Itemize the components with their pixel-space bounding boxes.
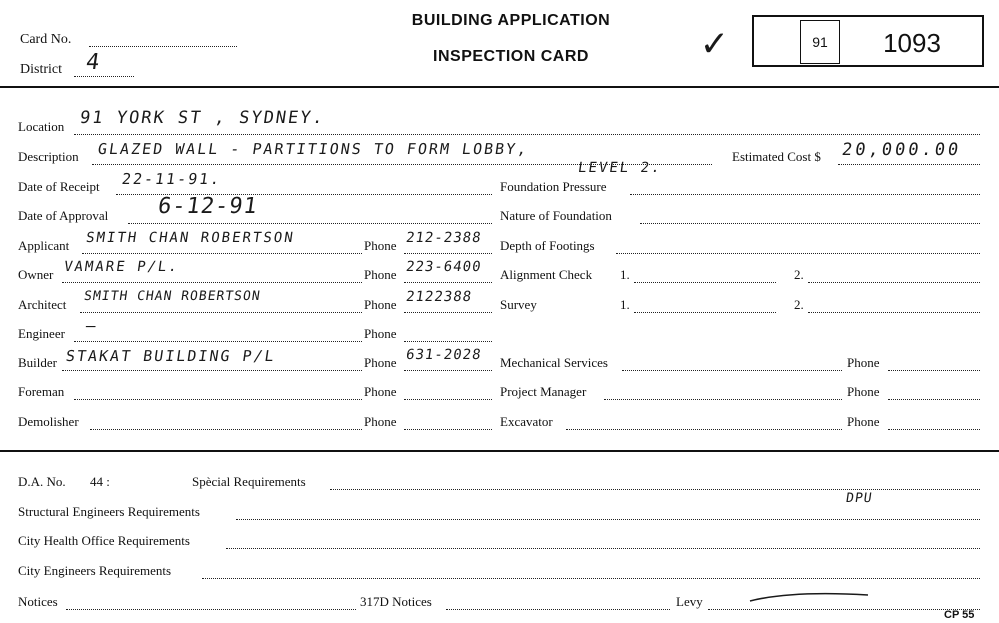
engineer-phone-line[interactable]	[404, 341, 492, 342]
form-title: BUILDING APPLICATION	[411, 12, 611, 29]
owner-label: Owner	[18, 267, 54, 282]
mechanical-services-phone-line[interactable]	[888, 370, 980, 371]
applicant-phone-line[interactable]	[404, 253, 492, 254]
demolisher-line[interactable]	[90, 429, 362, 430]
nature-of-foundation-label: Nature of Foundation	[500, 208, 612, 223]
survey-num1: 1.	[620, 297, 630, 312]
demolisher-label: Demolisher	[18, 414, 79, 429]
applicant-phone-value: 212-2388	[404, 230, 483, 246]
engineer-value: —	[84, 316, 99, 335]
architect-value: SMITH CHAN ROBERTSON	[82, 289, 262, 304]
da-no-label: D.A. No.	[18, 474, 66, 489]
alignment-check-num1: 1.	[620, 267, 630, 282]
architect-label: Architect	[18, 297, 67, 312]
architect-phone-line[interactable]	[404, 312, 492, 313]
estimated-cost-value: 20,000.00	[840, 140, 963, 160]
form-subtitle: INSPECTION CARD	[433, 48, 589, 65]
description-value: GLAZED WALL - PARTITIONS TO FORM LOBBY,	[96, 140, 530, 158]
description-label: Description	[18, 149, 79, 164]
city-health-line[interactable]	[226, 548, 980, 549]
structural-engineers-line[interactable]	[236, 519, 980, 520]
section-divider	[0, 450, 999, 452]
engineer-label: Engineer	[18, 326, 65, 341]
date-receipt-label: Date of Receipt	[18, 179, 100, 194]
project-manager-phone-label: Phone	[847, 384, 880, 399]
architect-phone-label: Phone	[364, 297, 397, 312]
excavator-label: Excavator	[500, 414, 553, 429]
depth-of-footings-line[interactable]	[616, 253, 980, 254]
builder-value: STAKAT BUILDING P/L	[64, 347, 277, 365]
notices-label: Notices	[18, 594, 58, 609]
reference-number: 1093	[883, 28, 941, 58]
mechanical-services-label: Mechanical Services	[500, 355, 608, 370]
owner-value: VAMARE P/L.	[62, 259, 180, 275]
mechanical-services-phone-label: Phone	[847, 355, 880, 370]
builder-phone-value: 631-2028	[404, 347, 483, 363]
project-manager-phone-line[interactable]	[888, 399, 980, 400]
applicant-line[interactable]	[82, 253, 362, 254]
builder-line[interactable]	[62, 370, 362, 371]
applicant-phone-label: Phone	[364, 238, 397, 253]
excavator-line[interactable]	[566, 429, 842, 430]
excavator-phone-label: Phone	[847, 414, 880, 429]
survey-line-2[interactable]	[808, 312, 980, 313]
city-engineers-label: City Engineers Requirements	[18, 563, 172, 578]
survey-label: Survey	[500, 297, 537, 312]
foundation-pressure-label: Foundation Pressure	[500, 179, 607, 194]
foreman-label: Foreman	[18, 384, 65, 399]
estimated-cost-label: Estimated Cost $	[732, 149, 821, 164]
engineer-phone-label: Phone	[364, 326, 397, 341]
date-approval-value: 6-12-91	[156, 194, 260, 219]
structural-engineers-label: Structural Engineers Requirements	[18, 504, 200, 519]
special-requirements-label: Spècial Requirements	[192, 474, 306, 489]
owner-line[interactable]	[62, 282, 362, 283]
structural-engineers-value: DPU	[844, 491, 874, 506]
engineer-line[interactable]	[74, 341, 362, 342]
levy-label: Levy	[676, 594, 703, 609]
location-value: 91 YORK ST , SYDNEY.	[78, 108, 327, 128]
applicant-label: Applicant	[18, 238, 70, 253]
district-label: District	[20, 62, 62, 77]
survey-line-1[interactable]	[634, 312, 776, 313]
architect-phone-value: 2122388	[404, 289, 474, 305]
da-no-value: 44 :	[90, 474, 110, 489]
alignment-check-label: Alignment Check	[500, 267, 593, 282]
card-no-label: Card No.	[20, 32, 72, 47]
location-label: Location	[18, 119, 65, 134]
notices-line[interactable]	[66, 609, 356, 610]
notices-317d-line[interactable]	[446, 609, 670, 610]
nature-of-foundation-line[interactable]	[640, 223, 980, 224]
notices-317d-label: 317D Notices	[360, 594, 432, 609]
city-engineers-line[interactable]	[202, 578, 980, 579]
levy-pen-stroke	[748, 590, 872, 604]
applicant-value: SMITH CHAN ROBERTSON	[84, 230, 296, 246]
architect-line[interactable]	[80, 312, 362, 313]
builder-phone-line[interactable]	[404, 370, 492, 371]
date-approval-line[interactable]	[128, 223, 492, 224]
levy-line[interactable]	[708, 609, 980, 610]
owner-phone-line[interactable]	[404, 282, 492, 283]
header-divider	[0, 86, 999, 88]
footer-code: CP 55	[944, 609, 975, 621]
reference-prefix: 91	[812, 34, 828, 50]
demolisher-phone-line[interactable]	[404, 429, 492, 430]
card-no-line[interactable]	[89, 46, 237, 47]
builder-label: Builder	[18, 355, 57, 370]
district-line[interactable]	[74, 76, 134, 77]
alignment-check-line-2[interactable]	[808, 282, 980, 283]
foreman-phone-label: Phone	[364, 384, 397, 399]
check-mark: ✓	[702, 20, 727, 66]
project-manager-label: Project Manager	[500, 384, 587, 399]
district-value: 4	[84, 50, 104, 75]
owner-phone-value: 223-6400	[404, 259, 483, 275]
city-health-label: City Health Office Requirements	[18, 533, 190, 548]
project-manager-line[interactable]	[604, 399, 842, 400]
mechanical-services-line[interactable]	[622, 370, 842, 371]
date-receipt-value: 22-11-91.	[120, 170, 223, 188]
location-line[interactable]	[74, 134, 980, 135]
alignment-check-num2: 2.	[794, 267, 804, 282]
builder-phone-label: Phone	[364, 355, 397, 370]
demolisher-phone-label: Phone	[364, 414, 397, 429]
foreman-phone-line[interactable]	[404, 399, 492, 400]
description-value-2: LEVEL 2.	[576, 160, 663, 176]
alignment-check-line-1[interactable]	[634, 282, 776, 283]
date-approval-label: Date of Approval	[18, 208, 109, 223]
survey-num2: 2.	[794, 297, 804, 312]
special-requirements-line[interactable]	[330, 489, 980, 490]
depth-of-footings-label: Depth of Footings	[500, 238, 595, 253]
foundation-pressure-line[interactable]	[630, 194, 980, 195]
foreman-line[interactable]	[74, 399, 362, 400]
estimated-cost-line[interactable]	[838, 164, 980, 165]
excavator-phone-line[interactable]	[888, 429, 980, 430]
owner-phone-label: Phone	[364, 267, 397, 282]
